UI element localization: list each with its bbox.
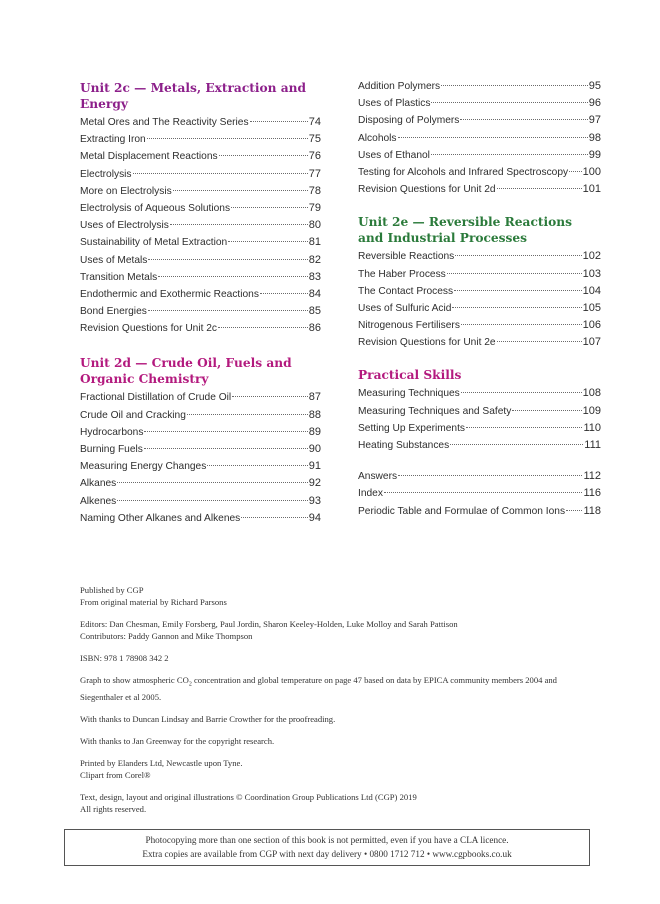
dot-leader [455,255,581,256]
toc-entry-page: 75 [308,133,321,146]
dot-leader [133,173,308,174]
toc-entry-title: Hydrocarbons [80,426,144,438]
dot-leader [231,207,308,208]
toc-entry [80,409,321,426]
toc-entry-title: Alkanes [80,478,117,490]
toc-entry [358,439,601,456]
toc-entry-page: 116 [583,487,601,500]
dot-leader [241,517,307,518]
toc-entry-page: 93 [308,494,321,507]
dot-leader [431,102,587,103]
toc-entry [80,271,321,288]
toc-entry-page: 74 [308,116,321,128]
dot-leader [187,414,308,415]
toc-entry-title: Revision Questions for Unit 2e [358,337,496,349]
dot-leader [144,431,307,432]
unit-2c-heading: Unit 2c — Metals, Extraction and Energy [80,81,307,111]
toc-entry-title: Metal Displacement Reactions [80,151,218,163]
dot-leader [117,482,308,483]
toc-entry-title: Sustainability of Metal Extraction [80,237,228,249]
toc-entry-page: 95 [588,80,601,92]
dot-leader [228,241,308,242]
dot-leader [454,290,582,291]
toc-entry-page: 111 [584,439,601,451]
dot-leader [460,119,587,120]
toc-entry-title: Measuring Energy Changes [80,461,207,473]
toc-entry [80,219,321,236]
toc-entry [358,319,601,336]
toc-entry-page: 86 [308,322,321,335]
toc-entry-page: 110 [583,421,601,434]
dot-leader [148,259,307,260]
toc-entry [358,285,601,302]
toc-entry-title: Index [358,488,383,500]
toc-entry-title: Metal Ores and The Reactivity Series [80,117,249,128]
unit-2d-list [80,391,321,529]
toc-entry [80,495,321,512]
toc-entry-title: Uses of Sulfuric Acid [358,302,452,314]
editors: Editors: Dan Chesman, Emily Forsberg, Paul Jordin, Sharon Keeley-Holden, Luke Molloy and Sarah Pattison [80,619,458,629]
toc-entry-title: Reversible Reactions [358,251,455,263]
toc-entry-page: 107 [582,336,601,349]
toc-entry-title: Naming Other Alkanes and Alkenes [80,512,241,524]
dot-leader [218,327,308,328]
publisher-credits [80,584,600,815]
toc-entry [358,268,601,285]
toc-entry [80,168,321,185]
toc-entry-title: Nitrogenous Fertilisers [358,320,460,332]
toc-entry-title: Burning Fuels [80,444,143,455]
printed-by: Printed by Elanders Ltd, Newcastle upon Tyne. [80,757,243,768]
thanks-copyright: With thanks to Jan Greenway for the copyright research. [80,735,275,746]
dot-leader [461,392,582,393]
dot-leader [431,154,588,155]
contributors: Contributors: Paddy Gannon and Mike Thompson [80,631,253,641]
toc-entry [358,166,601,183]
toc-entry-title: Revision Questions for Unit 2c [80,323,218,335]
dot-leader [170,224,308,225]
dot-leader [207,465,307,466]
toc-entry-page: 102 [582,250,601,263]
toc-entry-page: 85 [308,305,321,318]
toc-entry [80,305,321,322]
dot-leader [232,396,308,397]
original-material: From original material by Richard Parsons [80,597,227,607]
toc-entry [80,391,321,408]
toc-entry [80,443,321,460]
notice-line-2: Extra copies are available from CGP with next day delivery • 0800 1712 712 • www.cgpbooks.co.uk [142,849,512,859]
dot-leader [466,427,582,428]
toc-entry-page: 97 [588,114,601,127]
toc-entry [358,422,601,439]
toc-entry-title: The Haber Process [358,268,446,280]
toc-entry-title: Extracting Iron [80,134,146,146]
thanks-proofreading: With thanks to Duncan Lindsay and Barrie Crowther for the proofreading. [80,713,336,724]
toc-entry [358,114,601,131]
toc-entry-title: Crude Oil and Cracking [80,409,186,421]
published-by: Published by CGP [80,585,144,595]
toc-entry-title: More on Electrolysis [80,185,172,197]
dot-leader [398,475,582,476]
dot-leader [158,276,308,277]
toc-entry-page: 100 [582,165,601,178]
toc-entry-title: Alcohols [358,132,397,144]
dot-leader [497,188,582,189]
toc-entry-title: Fractional Distillation of Crude Oil [80,392,232,404]
toc-entry-title: Addition Polymers [358,81,441,92]
graph-note-part-a: Graph to show atmospheric CO [80,675,189,685]
toc-entry-page: 77 [308,167,321,180]
toc-entry-title: Heating Substances [358,440,450,451]
dot-leader [450,444,583,445]
unit-2d-heading: Unit 2d — Crude Oil, Fuels and Organic Chemistry [80,356,292,387]
practical-skills-list [358,387,601,456]
toc-entry-page: 98 [588,131,601,144]
toc-entry-page: 79 [308,201,321,214]
dot-leader [147,138,308,139]
unit-2e-heading: Unit 2e — Reversible Reactions and Industrial Processes [358,215,572,246]
toc-entry-title: Bond Energies [80,306,147,318]
dot-leader [441,85,588,86]
toc-entry [80,288,321,305]
toc-entry-title: Uses of Ethanol [358,149,430,161]
toc-entry-page: 83 [308,270,321,283]
toc-entry-page: 87 [308,391,321,404]
toc-entry [358,149,601,166]
dot-leader [461,324,582,325]
toc-entry [358,80,601,97]
toc-entry [358,97,601,114]
toc-entry-title: Measuring Techniques [358,388,460,400]
toc-entry-page: 78 [308,184,321,197]
toc-entry [358,302,601,319]
toc-entry-title: Transition Metals [80,271,158,283]
photocopy-notice-box [64,829,590,866]
toc-entry-page: 103 [582,267,601,280]
clipart-credit: Clipart from Corel® [80,769,151,780]
toc-entry-title: Answers [358,471,398,483]
toc-entry-page: 106 [582,319,601,332]
toc-entry [80,133,321,150]
unit-2e-list [358,250,601,353]
toc-entry-title: The Contact Process [358,285,454,297]
toc-entry [80,202,321,219]
toc-entry-title: Revision Questions for Unit 2d [358,184,496,196]
toc-entry-title: Measuring Techniques and Safety [358,405,512,417]
dot-leader [452,307,581,308]
dot-leader [566,510,582,511]
unit-2d-continued-list [358,80,601,200]
toc-entry [80,254,321,271]
toc-entry [358,405,601,422]
dot-leader [447,273,582,274]
toc-entry [358,505,601,522]
toc-entry-title: Disposing of Polymers [358,115,460,127]
toc-entry-page: 109 [582,404,601,417]
toc-entry-title: Alkenes [80,495,117,507]
toc-entry [358,250,601,267]
toc-entry [80,322,321,339]
toc-entry [358,387,601,404]
dot-leader [117,500,308,501]
notice-line-1: Photocopying more than one section of this book is not permitted, even if you have a CLA licence. [145,835,509,845]
toc-entry [358,183,601,200]
toc-entry-page: 88 [308,408,321,421]
toc-entry-page: 118 [583,504,601,517]
backmatter-list [358,470,601,522]
dot-leader [398,137,588,138]
toc-right-column [358,80,601,522]
practical-skills-heading: Practical Skills [358,368,462,383]
toc-entry-page: 89 [308,425,321,438]
toc-entry-page: 90 [308,443,321,455]
toc-entry-title: Periodic Table and Formulae of Common Ions [358,505,566,517]
toc-entry-page: 84 [308,287,321,300]
toc-entry-page: 76 [308,150,321,163]
dot-leader [497,341,582,342]
toc-entry-page: 92 [308,477,321,490]
toc-entry [80,460,321,477]
rights-reserved: All rights reserved. [80,803,147,814]
dot-leader [219,155,308,156]
dot-leader [569,171,582,172]
isbn: ISBN: 978 1 78908 342 2 [80,653,169,663]
dot-leader [260,293,308,294]
toc-entry [358,336,601,353]
dot-leader [148,310,308,311]
toc-left-column [80,80,321,529]
graph-note-part-b: concentration and global temperature on page 47 based on data by EPICA community members 2004 and Siegenthaler et al 2005. [80,675,557,702]
toc-entry [358,487,601,504]
toc-entry-title: Electrolysis of Aqueous Solutions [80,202,231,214]
toc-entry-title: Uses of Metals [80,254,148,266]
dot-leader [512,410,581,411]
toc-entry-page: 80 [308,219,321,232]
copyright: Text, design, layout and original illustrations © Coordination Group Publications Ltd (CGP) 2019 [80,791,417,802]
toc-entry-title: Setting Up Experiments [358,422,466,434]
toc-entry-page: 104 [582,284,601,297]
toc-entry-page: 81 [308,236,321,249]
toc-entry-page: 99 [588,148,601,161]
toc-entry-title: Testing for Alcohols and Infrared Spectroscopy [358,166,569,178]
toc-entry [80,116,321,133]
toc-entry-title: Endothermic and Exothermic Reactions [80,288,259,300]
graph-note [80,674,600,703]
toc-entry-page: 105 [582,301,601,314]
dot-leader [144,448,308,449]
toc-entry-title: Uses of Plastics [358,98,431,110]
toc-entry-title: Electrolysis [80,168,132,180]
toc-entry-page: 108 [582,387,601,400]
toc-entry-title: Uses of Electrolysis [80,220,169,232]
toc-entry [80,477,321,494]
toc-entry [358,132,601,149]
toc-entry-page: 91 [308,460,321,473]
toc-entry [80,150,321,167]
dot-leader [384,492,583,493]
toc-entry [358,470,601,487]
dot-leader [173,190,308,191]
toc-entry [80,236,321,253]
toc-entry [80,512,321,529]
toc-entry-page: 101 [582,183,601,196]
toc-entry-page: 82 [308,253,321,266]
dot-leader [250,121,308,122]
toc-entry-page: 112 [583,470,601,483]
toc-entry [80,426,321,443]
graph-note-subscript: 2 [188,681,192,688]
toc-entry-page: 96 [588,97,601,110]
toc-entry [80,185,321,202]
toc-entry-page: 94 [308,511,321,524]
unit-2c-list [80,116,321,339]
